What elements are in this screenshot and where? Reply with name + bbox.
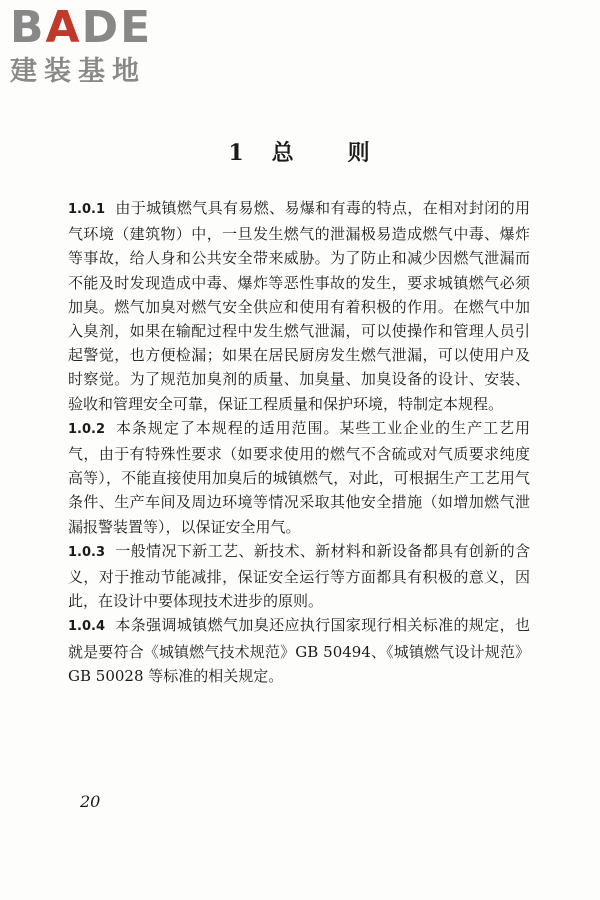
logo-wordmark: [10, 4, 180, 52]
logo-subtitle: 建装基地: [10, 56, 146, 87]
clause-number: 1.0.4: [68, 619, 106, 635]
clause-text: 由于城镇燃气具有易燃、易爆和有毒的特点，在相对封闭的用气环境（建筑物）中，一旦发生燃气的泄漏极易造成燃气中毒、爆炸等事故，给人身和公共安全带来威胁。为了防止和减少因燃气泄漏而不能及时发现造成中毒、爆炸等恶性事故的发生，要求城镇燃气必须加臭。燃气加臭对燃气安全供应和使用有着积极的作用。在燃气中加入臭剂，如果在输配过程中发生燃气泄漏，可以使操作和管理人员引起警觉，也方便检漏；如果在居民厨房发生燃气泄漏，可以使用户及时察觉。为了规范加臭剂的质量、加臭量、加臭设备的设计、安装、验收和管理安全可靠，保证工程质量和保护环境，特制定本规程。: [68, 199, 530, 413]
logo-letter-a: A: [45, 2, 82, 53]
clause-number: 1.0.3: [68, 544, 106, 560]
clause-number: 1.0.2: [68, 421, 106, 437]
clause-text: 本条规定了本规程的适用范围。某些工业企业的生产工艺用气，由于有特殊性要求（如要求使用的燃气不含硫或对气质要求纯度高等），不能直接使用加臭后的城镇燃气，对此，可根据生产工艺用气条件、生产车间及周边环境等情况采取其他安全措施（如增加燃气泄漏报警装置等），以保证安全用气。: [68, 418, 530, 536]
chapter-title: [0, 138, 600, 168]
clause-number: 1.0.1: [68, 202, 106, 217]
clause-1-0-2: [68, 416, 530, 539]
page-number: 20: [80, 792, 101, 811]
clause-text: 一般情况下新工艺、新技术、新材料和新设备都具有创新的含义，对于推动节能减排，保证安全运行等方面都具有积极的意义，因此，在设计中要体现技术进步的原则。: [68, 541, 530, 611]
body-text: [68, 196, 530, 688]
chapter-title-char-1: 总: [271, 140, 296, 166]
chapter-number: 1: [228, 140, 246, 166]
logo-letter-b: B: [10, 2, 46, 53]
logo: [10, 4, 180, 88]
logo-letter-d: D: [81, 2, 121, 53]
clause-1-0-4: [68, 613, 530, 688]
chapter-title-char-2: 则: [347, 140, 372, 166]
logo-letter-e: E: [120, 2, 153, 53]
clause-text: 本条强调城镇燃气加臭还应执行国家现行相关标准的规定，也就是要符合《城镇燃气技术规范》GB 50494、《城镇燃气设计规范》GB 50028 等标准的相关规定。: [68, 616, 530, 685]
clause-1-0-3: [68, 539, 530, 614]
clause-1-0-1: [68, 196, 530, 416]
